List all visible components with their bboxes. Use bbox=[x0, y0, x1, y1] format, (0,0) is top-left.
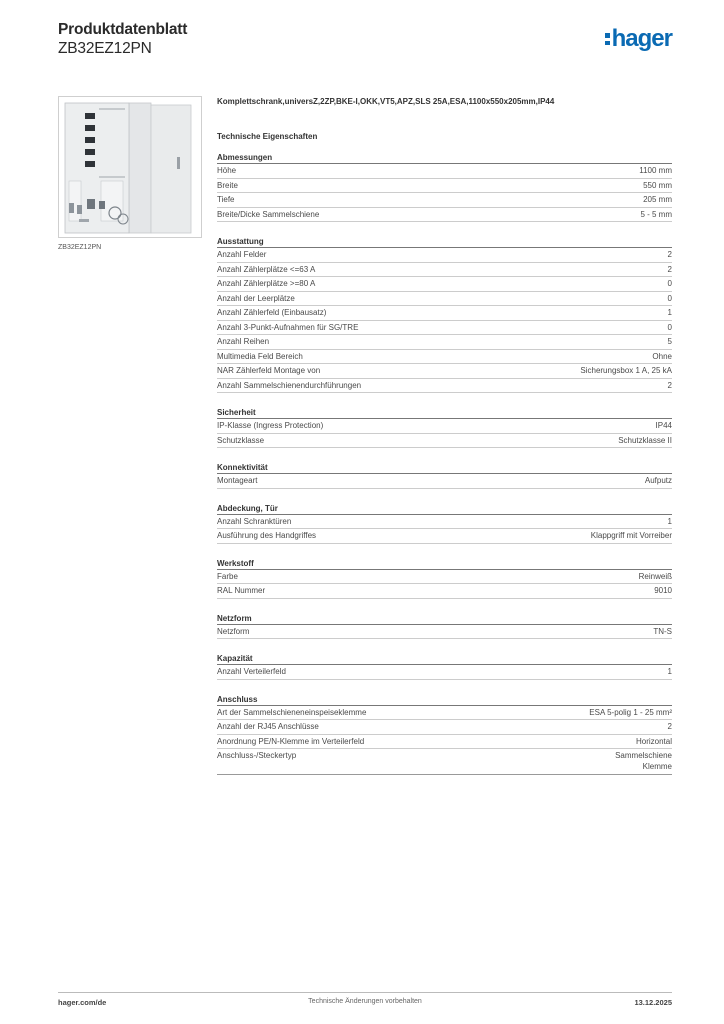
property-label: Anzahl Felder bbox=[217, 250, 267, 259]
footer-divider bbox=[58, 992, 672, 993]
product-image bbox=[58, 96, 202, 238]
section-abmessungen bbox=[217, 151, 672, 222]
property-value: 205 mm bbox=[643, 195, 672, 204]
property-value: TN-S bbox=[653, 626, 672, 636]
property-row bbox=[217, 706, 672, 721]
property-label: Netzform bbox=[217, 626, 250, 636]
property-value: 1 bbox=[667, 516, 672, 526]
property-row bbox=[217, 379, 672, 394]
section-title: Ausstattung bbox=[217, 235, 672, 248]
property-row bbox=[217, 419, 672, 434]
section-kapazität bbox=[217, 652, 672, 680]
property-row bbox=[217, 179, 672, 194]
property-value: 1 bbox=[667, 667, 672, 676]
property-label: Ausführung des Handgriffes bbox=[217, 531, 317, 540]
section-title: Kapazität bbox=[217, 652, 672, 665]
property-label: Breite/Dicke Sammelschiene bbox=[217, 209, 320, 219]
property-row bbox=[217, 584, 672, 599]
property-label: IP-Klasse (Ingress Protection) bbox=[217, 421, 324, 430]
property-value: ESA 5-polig 1 - 25 mm² bbox=[589, 707, 672, 717]
section-title: Werkstoff bbox=[217, 557, 672, 570]
property-value: 2 bbox=[667, 380, 672, 390]
section-netzform bbox=[217, 612, 672, 640]
property-label: Tiefe bbox=[217, 195, 235, 204]
property-label: Anzahl Schranktüren bbox=[217, 516, 292, 526]
property-row bbox=[217, 625, 672, 640]
property-row bbox=[217, 570, 672, 585]
property-row bbox=[217, 164, 672, 179]
property-label: Farbe bbox=[217, 571, 238, 581]
property-label: Anzahl Reihen bbox=[217, 337, 270, 346]
property-row bbox=[217, 263, 672, 278]
property-row bbox=[217, 277, 672, 292]
property-label: Anzahl der RJ45 Anschlüsse bbox=[217, 722, 319, 731]
product-data-content bbox=[217, 96, 672, 775]
property-row bbox=[217, 515, 672, 530]
section-werkstoff bbox=[217, 557, 672, 599]
section-title: Sicherheit bbox=[217, 406, 672, 419]
property-label: Anzahl Sammelschienendurchführungen bbox=[217, 380, 362, 390]
property-row bbox=[217, 434, 672, 449]
property-value: 2 bbox=[667, 264, 672, 274]
section-title: Konnektivität bbox=[217, 461, 672, 474]
property-label: Anzahl Zählerfeld (Einbausatz) bbox=[217, 308, 327, 317]
hager-logo: hager bbox=[605, 26, 672, 52]
property-row bbox=[217, 474, 672, 489]
property-row bbox=[217, 248, 672, 263]
property-row bbox=[217, 193, 672, 208]
property-row bbox=[217, 720, 672, 735]
property-label: RAL Nummer bbox=[217, 586, 266, 595]
property-row bbox=[217, 335, 672, 350]
product-cabinet-photo-icon bbox=[59, 97, 201, 237]
property-label: Höhe bbox=[217, 166, 237, 175]
technical-properties-heading: Technische Eigenschaften bbox=[217, 132, 318, 141]
property-row bbox=[217, 306, 672, 321]
section-title: Anschluss bbox=[217, 693, 672, 706]
property-sections bbox=[217, 151, 672, 775]
footer-note: Technische Änderungen vorbehalten bbox=[308, 998, 422, 1005]
product-image-caption: ZB32EZ12PN bbox=[58, 244, 102, 251]
product-description: Komplettschrank,universZ,2ZP,BKE-I,OKK,VT5,APZ,SLS 25A,ESA,1100x550x205mm,IP44 bbox=[217, 97, 555, 106]
document-title: Produktdatenblatt bbox=[58, 21, 188, 38]
property-row bbox=[217, 321, 672, 336]
property-value: 9010 bbox=[654, 586, 672, 595]
section-ausstattung bbox=[217, 235, 672, 393]
section-title: Abmessungen bbox=[217, 151, 672, 164]
property-label: Montageart bbox=[217, 476, 258, 485]
section-title: Abdeckung, Tür bbox=[217, 502, 672, 515]
property-value: 1100 mm bbox=[639, 166, 672, 175]
property-row bbox=[217, 749, 672, 775]
property-label: Anzahl Verteilerfeld bbox=[217, 667, 286, 676]
property-value: Schutzklasse II bbox=[618, 435, 672, 445]
property-label: Anzahl Zählerplätze >=80 A bbox=[217, 279, 316, 288]
property-value: Reinweiß bbox=[638, 571, 672, 581]
property-row bbox=[217, 529, 672, 544]
property-label: Anschluss-/Steckertyp bbox=[217, 751, 297, 760]
property-label: Breite bbox=[217, 180, 238, 190]
property-value: Aufputz bbox=[644, 476, 672, 485]
property-row bbox=[217, 665, 672, 680]
property-value: 0 bbox=[667, 279, 672, 288]
property-value: Horizontal bbox=[635, 736, 672, 746]
footer-website-link[interactable]: hager.com/de bbox=[58, 998, 107, 1007]
article-number: ZB32EZ12PN bbox=[58, 40, 152, 57]
property-value: 0 bbox=[667, 293, 672, 303]
property-label: Multimedia Feld Bereich bbox=[217, 351, 303, 361]
section-sicherheit bbox=[217, 406, 672, 448]
property-label: Anzahl 3-Punkt-Aufnahmen für SG/TRE bbox=[217, 322, 359, 332]
section-konnektivität bbox=[217, 461, 672, 489]
property-value: 5 - 5 mm bbox=[640, 209, 672, 219]
property-value: Ohne bbox=[652, 351, 672, 361]
property-label: Art der Sammelschieneneinspeiseklemme bbox=[217, 707, 367, 717]
section-abdeckung-tür bbox=[217, 502, 672, 544]
property-row bbox=[217, 364, 672, 379]
logo-mark-icon bbox=[605, 33, 610, 45]
section-anschluss bbox=[217, 693, 672, 776]
section-title: Netzform bbox=[217, 612, 672, 625]
property-row bbox=[217, 292, 672, 307]
property-value: 1 bbox=[667, 308, 672, 317]
property-label: Anordnung PE/N-Klemme im Verteilerfeld bbox=[217, 736, 365, 746]
property-label: Schutzklasse bbox=[217, 435, 265, 445]
property-value: 550 mm bbox=[643, 180, 672, 190]
property-value: 0 bbox=[667, 322, 672, 332]
property-value: Sicherungsbox 1 A, 25 kA bbox=[580, 366, 672, 375]
property-label: Anzahl der Leerplätze bbox=[217, 293, 295, 303]
property-value: Klappgriff mit Vorreiber bbox=[590, 531, 672, 540]
property-value: Sammelschiene Klemme bbox=[615, 751, 672, 771]
property-value: 2 bbox=[667, 722, 672, 731]
property-label: Anzahl Zählerplätze <=63 A bbox=[217, 264, 316, 274]
footer-date: 13.12.2025 bbox=[634, 998, 672, 1007]
property-value: 2 bbox=[667, 250, 672, 259]
property-row bbox=[217, 735, 672, 750]
document-header bbox=[58, 20, 672, 70]
property-label: NAR Zählerfeld Montage von bbox=[217, 366, 321, 375]
property-row bbox=[217, 350, 672, 365]
property-value: IP44 bbox=[655, 421, 672, 430]
property-row bbox=[217, 208, 672, 223]
property-value: 5 bbox=[667, 337, 672, 346]
